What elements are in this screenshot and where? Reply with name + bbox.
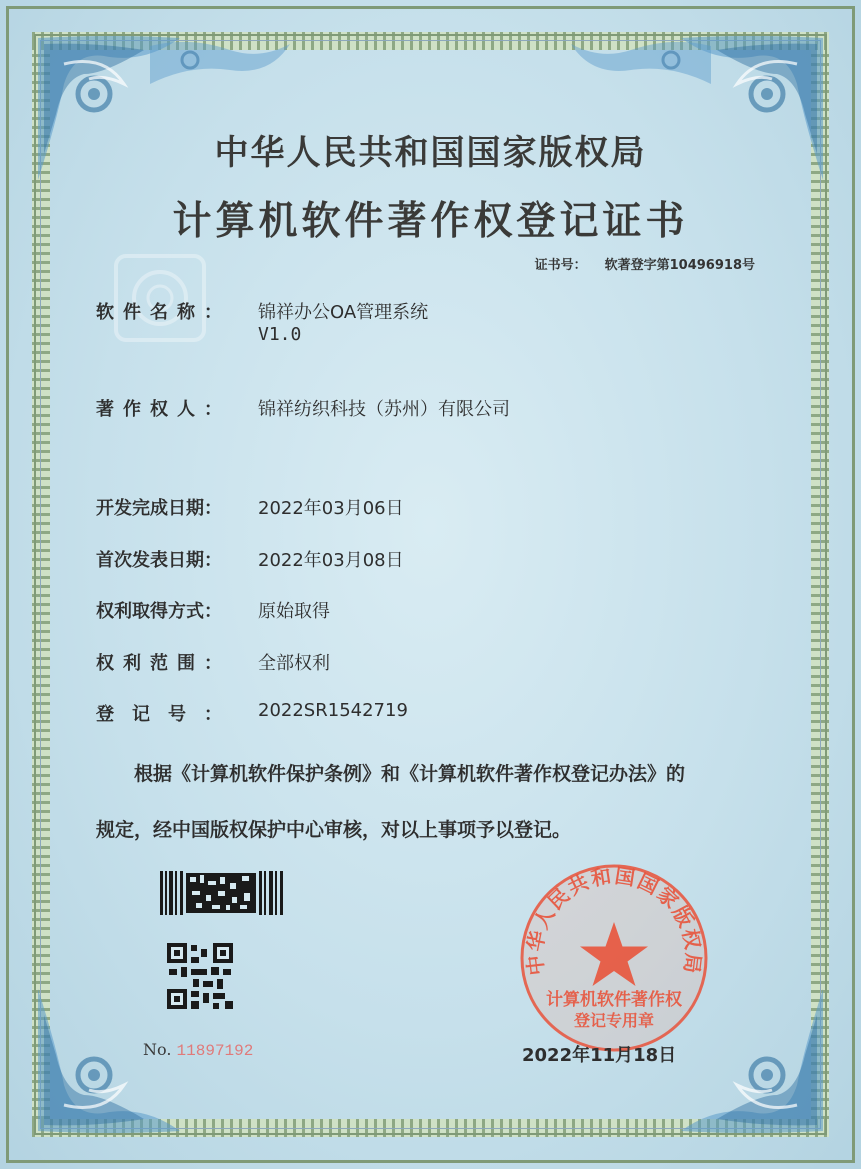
field-label: 著作权人：: [96, 399, 222, 420]
issuer-title: 中华人民共和国国家版权局: [214, 133, 647, 173]
issue-date: 2022年11月18日: [522, 1045, 677, 1066]
field-publish-date: [96, 546, 404, 572]
field-completion-date: [96, 494, 404, 520]
field-label: 权利范围：: [96, 653, 222, 674]
official-seal: [516, 860, 712, 1056]
field-label: 首次发表日期：: [96, 550, 222, 571]
serial-prefix: No.: [143, 1040, 172, 1059]
field-rights-scope: [96, 649, 330, 675]
field-label: 登记号：: [96, 704, 222, 725]
field-value: 2022年03月06日: [258, 498, 404, 519]
certificate-number-label: 证书号：: [534, 258, 587, 273]
field-value: 全部权利: [258, 653, 330, 674]
field-value: 锦祥纺织科技（苏州）有限公司: [258, 399, 510, 420]
statement-line-2: 规定，经中国版权保护中心审核，对以上事项予以登记。: [96, 819, 572, 841]
seal-ring-text: 中华人民共和国国家版权局: [522, 863, 706, 977]
corner-ornament-bottom-left: [34, 985, 184, 1135]
certificate-title: 计算机软件著作权登记证书: [172, 198, 689, 244]
field-software-name: [96, 298, 429, 345]
field-label: 权利取得方式：: [96, 601, 222, 622]
field-value: 2022年03月08日: [258, 550, 404, 571]
field-value: 2022SR1542719: [258, 700, 408, 721]
software-name-value: 锦祥办公OA管理系统: [258, 302, 429, 323]
software-version-value: V1.0: [258, 324, 302, 345]
field-value: 原始取得: [258, 601, 330, 622]
certificate-number: [535, 254, 755, 273]
header-scroll-ornament-left: [150, 36, 290, 96]
header-scroll-ornament-right: [571, 36, 711, 96]
field-acquisition-method: [96, 597, 330, 623]
field-registration-number: [96, 700, 408, 726]
field-value: [258, 298, 428, 345]
qr-code-icon: [167, 943, 233, 1009]
seal-center-line-2: 登记专用章: [573, 1011, 655, 1030]
serial-number: [143, 1040, 253, 1060]
barcode-icon: [160, 871, 286, 915]
field-label: 软件名称：: [96, 302, 222, 323]
serial-value: 11897192: [176, 1042, 254, 1060]
certificate-number-value: 软著登字第10496918号: [604, 258, 755, 273]
seal-center-line-1: 计算机软件著作权: [546, 990, 682, 1010]
statement-line-1: 根据《计算机软件保护条例》和《计算机软件著作权登记办法》的: [134, 763, 686, 785]
field-copyright-owner: [96, 395, 510, 421]
field-label: 开发完成日期：: [96, 498, 222, 519]
